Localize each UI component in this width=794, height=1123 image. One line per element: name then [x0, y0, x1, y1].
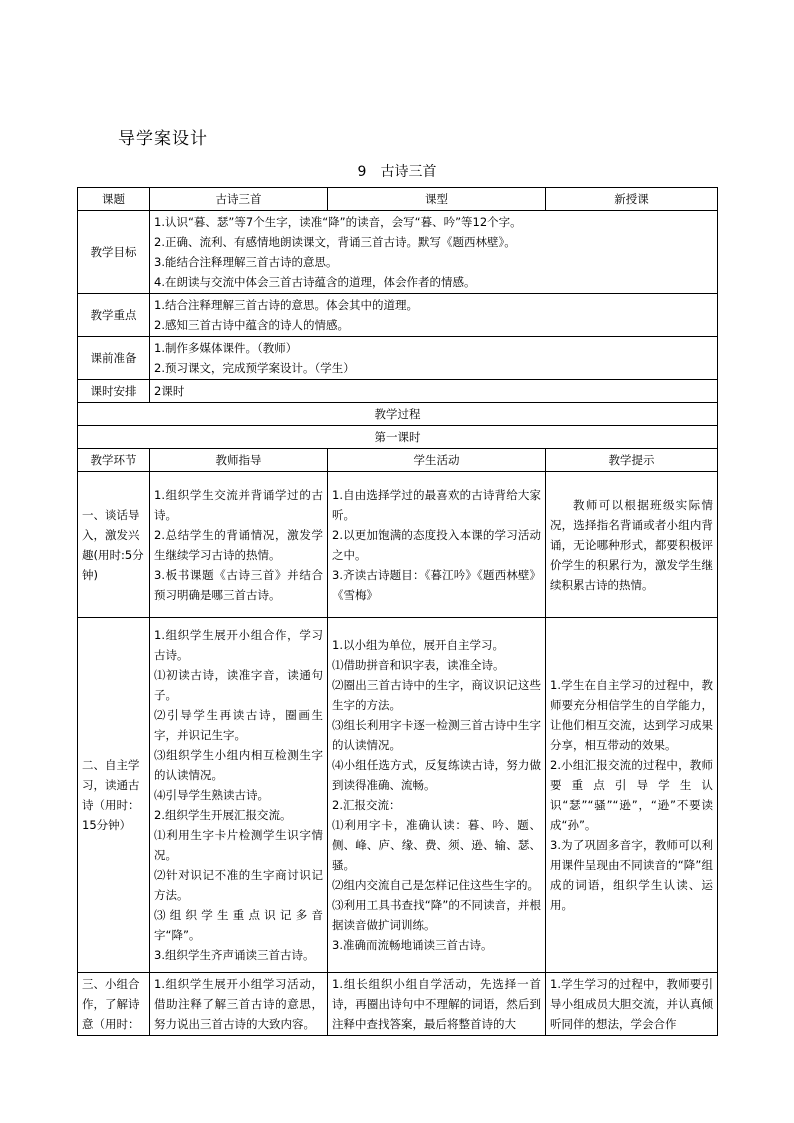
student-activity — [328, 973, 546, 1036]
schedule-label: 课时安排 — [78, 380, 150, 403]
student-step: 1.以小组为单位，展开自主学习。 — [332, 638, 504, 652]
key-point-item: 2.感知三首古诗中蕴含的诗人的情感。 — [154, 318, 349, 332]
process-header-student: 学生活动 — [328, 449, 546, 472]
session-title: 第一课时 — [78, 426, 718, 449]
teacher-step: ⑷引导学生熟读古诗。 — [154, 788, 269, 802]
student-step: 3.准确而流畅地诵读三首古诗。 — [332, 938, 493, 952]
lesson-name: 古诗三首 — [380, 164, 437, 180]
process-header-teacher: 教师指导 — [150, 449, 328, 472]
teacher-step: ⑵引导学生再读古诗，圈画生字，并识记生字。 — [154, 708, 323, 742]
schedule-value: 2课时 — [150, 380, 718, 403]
preparation-label: 课前准备 — [78, 337, 150, 380]
type-label: 课型 — [328, 188, 546, 211]
schedule-row — [78, 380, 718, 403]
stage-row — [78, 472, 718, 618]
stage-row — [78, 973, 718, 1036]
teacher-step: 3.板书课题《古诗三首》并结合预习明确是哪三首古诗。 — [154, 567, 323, 602]
student-step: ⑴利用字卡，准确认读：暮、吟、题、侧、峰、庐、缘、费、须、逊、输、瑟、骚。 — [332, 818, 541, 872]
teacher-guidance — [150, 472, 328, 618]
key-points-label: 教学重点 — [78, 294, 150, 337]
student-step: ⑵组内交流自己是怎样记住这些生字的。 — [332, 878, 539, 892]
teacher-step: 1.组织学生交流并背诵学过的古诗。 — [154, 487, 323, 522]
type-value: 新授课 — [546, 188, 718, 211]
process-title: 教学过程 — [78, 403, 718, 426]
preparation-content — [150, 337, 718, 380]
student-step: 3.齐读古诗题目：《暮江吟》《题西林壁》《雪梅》 — [332, 567, 541, 602]
student-activity — [328, 618, 546, 973]
teacher-step: ⑶组织学生小组内相互检测生字的认读情况。 — [154, 748, 323, 782]
teacher-step: ⑵针对识记不准的生字商讨识记方法。 — [154, 868, 323, 902]
teaching-tips — [546, 618, 718, 973]
teacher-step: 2.总结学生的背诵情况，激发学生继续学习古诗的热情。 — [154, 527, 323, 562]
objective-item: 4.在朗读与交流中体会三首古诗蕴含的道理，体会作者的情感。 — [154, 275, 476, 289]
key-point-item: 1.结合注释理解三首古诗的意思。体会其中的道理。 — [154, 298, 418, 312]
tip-item: 1.学生学习的过程中，教师要引导小组成员大胆交流，并认真倾听同伴的想法，学会合作 — [550, 977, 713, 1031]
student-step: 2.以更加饱满的态度投入本课的学习活动之中。 — [332, 527, 541, 562]
teacher-guidance — [150, 973, 328, 1036]
student-step: 1.自由选择学过的最喜欢的古诗背给大家听。 — [332, 487, 541, 522]
lesson-number: 9 — [357, 164, 367, 180]
teacher-step: 1.组织学生展开小组合作，学习古诗。 — [154, 628, 323, 662]
tip-item: 教师可以根据班级实际情况，选择指名背诵或者小组内背诵，无论哪种形式，都要积极评价学生的积累行为，激发学生继续积累古诗的热情。 — [550, 497, 713, 592]
teaching-tips — [546, 472, 718, 618]
objectives-row — [78, 211, 718, 294]
teacher-step: ⑶组织学生重点识记多音字“降”。 — [154, 908, 323, 942]
student-step: ⑵圈出三首古诗中的生字，商议识记这些生字的方法。 — [332, 678, 541, 712]
key-points-content — [150, 294, 718, 337]
objectives-content — [150, 211, 718, 294]
process-title-row — [78, 403, 718, 426]
teacher-step: ⑴初读古诗，读准字音，读通句子。 — [154, 668, 323, 702]
session-title-row — [78, 426, 718, 449]
student-step: 2.汇报交流： — [332, 798, 401, 812]
process-header-tips: 教学提示 — [546, 449, 718, 472]
topic-value: 古诗三首 — [150, 188, 328, 211]
document-title: 导学案设计 — [118, 129, 208, 149]
topic-label: 课题 — [78, 188, 150, 211]
teacher-step: 3.组织学生齐声诵读三首古诗。 — [154, 948, 315, 962]
teacher-step: ⑴利用生字卡片检测学生识字情况。 — [154, 828, 323, 862]
lesson-plan-table — [77, 187, 718, 1036]
lesson-title — [0, 161, 794, 181]
student-step: 1.组长组织小组自学活动，先选择一首诗，再圈出诗句中不理解的词语，然后到注释中查找答案，最后将整首诗的大 — [332, 977, 541, 1031]
stage-name: 一、谈话导入，激发兴趣(用时:5分钟) — [78, 472, 150, 618]
objective-item: 2.正确、流利、有感情地朗读课文，背诵三首古诗。默写《题西林壁》。 — [154, 235, 516, 249]
objective-item: 3.能结合注释理解三首古诗的意思。 — [154, 255, 338, 269]
student-step: ⑶利用工具书查找“降”的不同读音，并根据读音做扩词训练。 — [332, 898, 541, 932]
key-points-row — [78, 294, 718, 337]
tip-item: 1.学生在自主学习的过程中，教师要充分相信学生的自学能力，让他们相互交流，达到学习成果分享，相互带动的效果。 — [550, 678, 713, 752]
teacher-step: 2.组织学生开展汇报交流。 — [154, 808, 292, 822]
teacher-guidance — [150, 618, 328, 973]
student-step: ⑶组长利用字卡逐一检测三首古诗中生字的认读情况。 — [332, 718, 541, 752]
student-step: ⑷小组任选方式，反复练读古诗，努力做到读得准确、流畅。 — [332, 758, 541, 792]
process-header-stage: 教学环节 — [78, 449, 150, 472]
student-activity — [328, 472, 546, 618]
objective-item: 1.认识“暮、瑟”等7个生字，读准“降”的读音，会写“暮、吟”等12个字。 — [154, 215, 522, 229]
preparation-item: 2.预习课文，完成预学案设计。（学生） — [154, 361, 355, 375]
process-header-row — [78, 449, 718, 472]
preparation-item: 1.制作多媒体课件。（教师） — [154, 341, 298, 355]
stage-name: 三、小组合作，了解诗意（用时： — [78, 973, 150, 1036]
objectives-label: 教学目标 — [78, 211, 150, 294]
teaching-tips — [546, 973, 718, 1036]
tip-item: 2.小组汇报交流的过程中，教师要重点引导学生认识“瑟”“骚”“逊”，“逊”不要读成“孙”。 — [550, 758, 713, 832]
header-row — [78, 188, 718, 211]
student-step: ⑴借助拼音和识字表，读准全诗。 — [332, 658, 505, 672]
stage-row — [78, 618, 718, 973]
tip-item: 3.为了巩固多音字，教师可以利用课件呈现由不同读音的“降”组成的词语，组织学生认读、运用。 — [550, 838, 713, 912]
stage-name: 二、自主学习，读通古诗（用时：15分钟） — [78, 618, 150, 973]
teacher-step: 1.组织学生展开小组学习活动，借助注释了解三首古诗的意思，努力说出三首古诗的大致内容。 — [154, 977, 323, 1031]
preparation-row — [78, 337, 718, 380]
